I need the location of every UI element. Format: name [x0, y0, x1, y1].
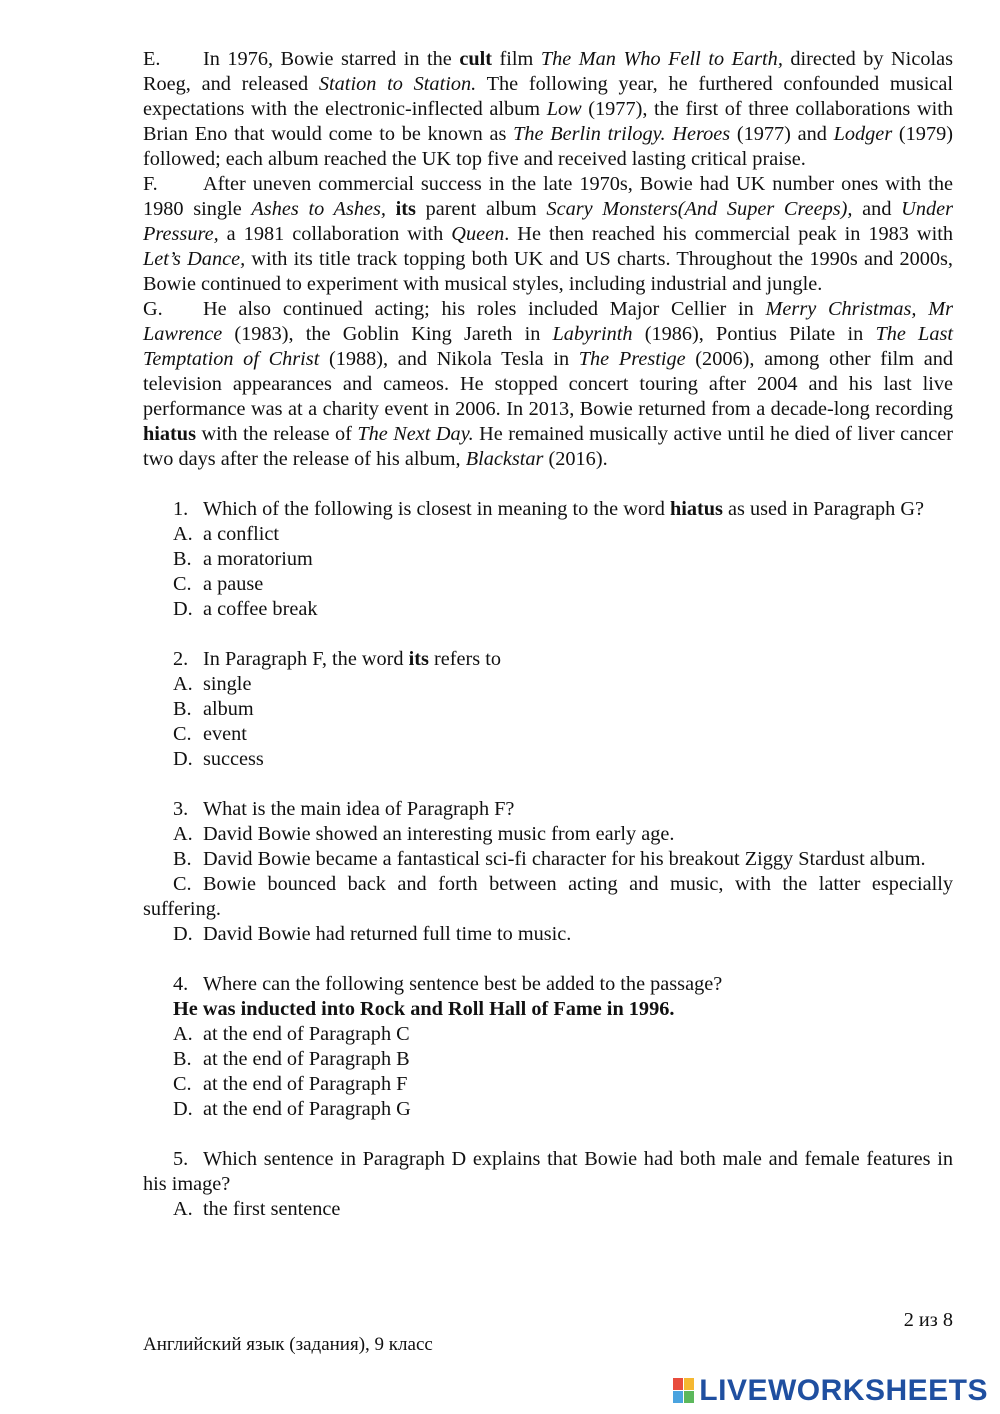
text: What is the main idea of Paragraph F? [203, 798, 515, 820]
text [386, 198, 396, 220]
text: . He then reached his commercial peak in 1983 with [504, 223, 953, 245]
italic-title: Labyrinth [552, 323, 633, 345]
option-letter: B. [173, 848, 192, 870]
option-letter: A. [173, 673, 193, 695]
option-letter: B. [173, 1048, 192, 1070]
text: (2016). [543, 448, 608, 470]
answer-option-b[interactable] [143, 1047, 953, 1072]
option-text: at the end of Paragraph F [203, 1073, 408, 1095]
italic-title: Blackstar [465, 448, 544, 470]
italic-title: Low [546, 98, 582, 120]
text: (1986), Pontius Pilate in [632, 323, 876, 345]
option-letter: C. [173, 873, 192, 895]
text: film [491, 48, 541, 70]
italic-title: Ashes to Ashes, [251, 198, 386, 220]
option-text: David Bowie showed an interesting music from early age. [203, 823, 675, 845]
answer-option-b[interactable] [143, 847, 953, 872]
text: directed by Nicolas Roeg, and released [143, 48, 953, 95]
answer-option-a[interactable] [143, 522, 953, 547]
text: refers to [428, 648, 502, 670]
answer-option-a[interactable] [143, 822, 953, 847]
question-stem [143, 1147, 953, 1197]
option-text: a moratorium [203, 548, 313, 570]
question-stem [143, 497, 953, 522]
option-text: Bowie bounced back and forth between acting and music, with the latter especially suffering. [143, 873, 953, 920]
text: and [852, 198, 902, 220]
text: as used in Paragraph G? [722, 498, 924, 520]
answer-option-b[interactable] [143, 697, 953, 722]
text: In Paragraph F, the word [203, 648, 409, 670]
question-number: 3. [173, 798, 189, 820]
answer-option-a[interactable] [143, 1197, 953, 1222]
question-stem [143, 972, 953, 997]
worksheet-page [143, 47, 953, 1222]
paragraph-f [143, 172, 953, 297]
option-text: David Bowie had returned full time to music. [203, 923, 572, 945]
question-number: 1. [173, 498, 189, 520]
footer-text: Английский язык (задания), 9 класс [143, 1334, 433, 1355]
option-text: event [203, 723, 247, 745]
text: with the release of [195, 423, 358, 445]
option-letter: D. [173, 748, 193, 770]
option-text: a coffee break [203, 598, 318, 620]
option-letter: B. [173, 548, 192, 570]
bold-word: cult [459, 48, 492, 70]
text: Which sentence in Paragraph D explains that Bowie had both male and female features in his image? [143, 1148, 953, 1195]
bold-word: hiatus [669, 498, 723, 520]
italic-title: The Berlin trilogy. Heroes [513, 123, 731, 145]
bold-word: its [408, 648, 429, 670]
question-2 [143, 647, 953, 772]
option-letter: A. [173, 1023, 193, 1045]
paragraph-label: F. [143, 173, 158, 195]
option-letter: C. [173, 573, 192, 595]
inserted-sentence: He was inducted into Rock and Roll Hall of Fame in 1996. [173, 998, 675, 1020]
italic-title: Queen [451, 223, 505, 245]
italic-title: Station to Station. [318, 73, 477, 95]
paragraph-g [143, 297, 953, 472]
question-stem [143, 797, 953, 822]
paragraph-label: E. [143, 48, 161, 70]
text: In 1976, Bowie starred in the [203, 48, 460, 70]
italic-title: Lodger [833, 123, 893, 145]
option-text: success [203, 748, 264, 770]
italic-title: Scary Monsters(And Super Creeps), [546, 198, 853, 220]
option-letter: C. [173, 723, 192, 745]
logo-text: LIVEWORKSHEETS [699, 1374, 988, 1407]
question-number: 5. [173, 1148, 189, 1170]
option-text: at the end of Paragraph G [203, 1098, 411, 1120]
option-text: a conflict [203, 523, 280, 545]
answer-option-d[interactable] [143, 1097, 953, 1122]
answer-option-c[interactable] [143, 872, 953, 922]
text: (1977) and [730, 123, 834, 145]
text: (1988), and Nikola Tesla in [319, 348, 579, 370]
option-letter: A. [173, 823, 193, 845]
option-letter: B. [173, 698, 192, 720]
italic-title: The Next Day. [357, 423, 474, 445]
text: a 1981 collaboration with [218, 223, 452, 245]
question-3 [143, 797, 953, 947]
bold-word: hiatus [143, 423, 196, 445]
option-text: at the end of Paragraph B [203, 1048, 410, 1070]
text: parent album [415, 198, 547, 220]
italic-title: The Last Temptation of Christ [143, 323, 953, 370]
text: (2006), among other film and television appearances and cameos. He stopped concert touring after 2004 and his last live performance was at a charity event in 2006. In 2013, Bowie returned from a decade-long recording [143, 348, 953, 420]
answer-option-d[interactable] [143, 747, 953, 772]
paragraph-e [143, 47, 953, 172]
text: After uneven commercial success in the late 1970s, Bowie had UK number ones with the 1980 single [143, 173, 953, 220]
logo-icon [673, 1378, 695, 1404]
option-text: David Bowie became a fantastical sci-fi character for his breakout Ziggy Stardust album. [203, 848, 926, 870]
text: (1983), the Goblin King Jareth in [222, 323, 553, 345]
answer-option-d[interactable] [143, 597, 953, 622]
liveworksheets-logo[interactable] [673, 1376, 988, 1406]
italic-title: The Prestige [578, 348, 686, 370]
option-letter: D. [173, 598, 193, 620]
italic-title: The Man Who Fell to Earth, [540, 48, 783, 70]
italic-title: Under Pressure, [143, 198, 953, 245]
page-number: 2 из 8 [903, 1309, 953, 1331]
text: Which of the following is closest in meaning to the word [203, 498, 670, 520]
option-letter: A. [173, 1198, 193, 1220]
question-4 [143, 972, 953, 1122]
option-text: at the end of Paragraph C [203, 1023, 410, 1045]
text: The following year, he furthered confounded musical expectations with the electronic-inflected album [143, 73, 954, 120]
text: Where can the following sentence best be added to the passage? [203, 973, 723, 995]
option-letter: D. [173, 1098, 193, 1120]
text: with its title track topping both UK and US charts. Throughout the 1990s and 2000s, Bowie continued to experiment with musical styles, including industrial and jungle. [143, 248, 953, 295]
option-text: the first sentence [203, 1198, 341, 1220]
option-letter: D. [173, 923, 193, 945]
italic-title: Let’s Dance, [143, 248, 246, 270]
answer-option-c[interactable] [143, 572, 953, 597]
question-stem [143, 647, 953, 672]
answer-option-a[interactable] [143, 1022, 953, 1047]
text: (1979) followed; each album reached the UK top five and received lasting critical praise. [143, 123, 953, 170]
question-5 [143, 1147, 953, 1222]
option-text: a pause [203, 573, 264, 595]
option-letter: C. [173, 1073, 192, 1095]
text: He also continued acting; his roles included Major Cellier in [203, 298, 766, 320]
answer-option-c[interactable] [143, 722, 953, 747]
question-number: 2. [173, 648, 189, 670]
option-text: album [203, 698, 254, 720]
option-letter: A. [173, 523, 193, 545]
answer-option-c[interactable] [143, 1072, 953, 1097]
answer-option-a[interactable] [143, 672, 953, 697]
text: He remained musically active until he died of liver cancer two days after the release of his album, [143, 423, 953, 470]
option-text: single [203, 673, 252, 695]
question-number: 4. [173, 973, 189, 995]
answer-option-b[interactable] [143, 547, 953, 572]
question-1 [143, 497, 953, 622]
answer-option-d[interactable] [143, 922, 953, 947]
bold-word: its [395, 198, 416, 220]
text: (1977), the first of three collaborations with Brian Eno that would come to be known as [143, 98, 953, 145]
paragraph-label: G. [143, 298, 163, 320]
italic-title: Merry Christmas, Mr Lawrence [143, 298, 953, 345]
